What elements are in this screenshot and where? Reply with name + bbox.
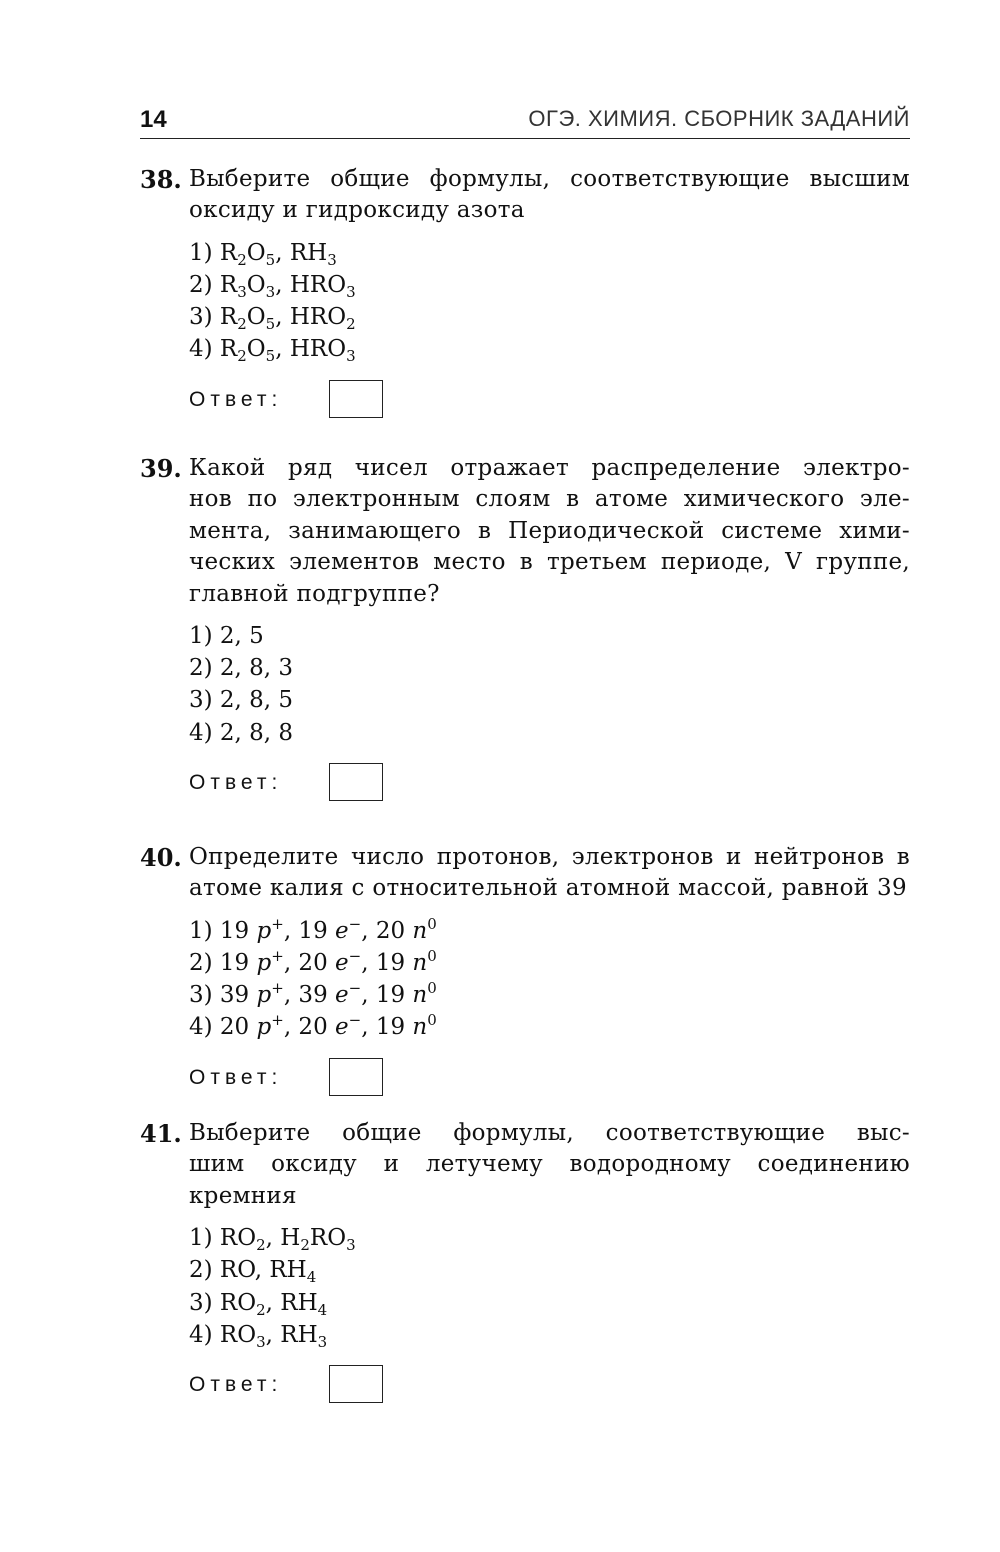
stem-line: оксиду и гидроксиду азота [189, 197, 525, 224]
answer-box[interactable] [329, 380, 383, 418]
task-number: 38. [140, 165, 182, 194]
subscript: 2 [237, 347, 247, 366]
answer-options [189, 915, 910, 1044]
answer-box[interactable] [329, 1365, 383, 1403]
answer-label: Ответ: [189, 1372, 283, 1396]
answer-option [189, 237, 910, 269]
task-stem [189, 164, 910, 227]
stem-line: Определите число протонов, электронов и нейтронов в [189, 844, 910, 870]
task-38 [140, 164, 910, 422]
answer-box[interactable] [329, 763, 383, 801]
stem-line: Выберите общие формулы, соответствующие выс- [189, 1120, 910, 1146]
italic-symbol: n [412, 1014, 428, 1041]
option-text: , RH [275, 239, 328, 266]
subscript: 5 [265, 250, 276, 269]
answer-options [189, 620, 910, 749]
stem-line: главной подгруппе? [189, 580, 440, 607]
option-text: O [246, 336, 266, 363]
italic-symbol: n [412, 950, 428, 976]
answer-label: Ответ: [189, 1065, 283, 1089]
answer-option [189, 684, 910, 716]
task-39 [140, 453, 910, 805]
italic-symbol: e [335, 950, 349, 976]
running-title: ОГЭ. ХИМИЯ. СБОРНИК ЗАДАНИЙ [528, 106, 910, 131]
option-text: 1) 2, 5 [189, 623, 264, 650]
option-text: 2) R [189, 272, 238, 298]
answer-option [189, 620, 910, 652]
answer-option [189, 269, 910, 301]
stem-line: атоме калия с относительной атомной массой, равной 39 [189, 875, 907, 902]
answer-row [189, 1058, 910, 1100]
option-text: , RH [265, 1321, 318, 1348]
option-text: , 39 [283, 982, 336, 1009]
superscript: − [348, 1011, 362, 1030]
stem-line: шим оксиду и летучему водородному соединению [189, 1151, 910, 1178]
subscript: 3 [346, 347, 356, 366]
option-text: , H [265, 1225, 301, 1252]
answer-option [189, 915, 910, 947]
subscript: 5 [265, 315, 276, 334]
answer-option [189, 1287, 910, 1319]
superscript: − [348, 979, 362, 998]
answer-option [189, 717, 910, 749]
option-text: O [246, 272, 266, 298]
italic-symbol: p [256, 1014, 272, 1041]
subscript: 5 [265, 347, 276, 366]
stem-line: нов по электронным слоям в атоме химического эле- [189, 486, 910, 513]
italic-symbol: e [335, 982, 349, 1009]
option-text: , RH [265, 1289, 318, 1316]
superscript: − [348, 947, 362, 965]
answer-option [189, 1319, 910, 1351]
answer-option [189, 1254, 910, 1286]
answer-option [189, 979, 910, 1011]
answer-label: Ответ: [189, 770, 283, 794]
superscript: + [271, 1011, 284, 1030]
italic-symbol: p [256, 917, 272, 944]
option-text: , 19 [283, 917, 336, 944]
option-text: , 19 [361, 1014, 413, 1041]
stem-line: Какой ряд чисел отражает распределение электро- [189, 455, 910, 481]
option-text: O [246, 239, 266, 266]
option-text: 4) RO [189, 1321, 257, 1348]
answer-label: Ответ: [189, 387, 283, 411]
option-text: 4) 20 [189, 1014, 257, 1041]
option-text: O [246, 304, 266, 331]
task-40 [140, 842, 910, 1100]
option-text: , HRO [275, 336, 347, 363]
superscript: − [348, 914, 362, 933]
subscript: 3 [346, 283, 356, 301]
answer-option [189, 947, 910, 979]
subscript: 4 [317, 1300, 328, 1319]
italic-symbol: n [412, 917, 428, 944]
subscript: 2 [300, 1236, 310, 1255]
subscript: 3 [237, 283, 247, 301]
option-text: , 20 [361, 917, 413, 944]
subscript: 2 [237, 250, 247, 269]
answer-option [189, 1222, 910, 1254]
option-text: 2) RO, RH [189, 1257, 307, 1284]
option-text: 4) R [189, 336, 238, 363]
option-text: 2) 2, 8, 3 [189, 655, 294, 682]
subscript: 3 [327, 250, 337, 269]
page-number: 14 [140, 106, 167, 133]
page-header [140, 98, 910, 138]
answer-option [189, 333, 910, 365]
option-text: 1) 19 [189, 917, 257, 944]
subscript: 3 [346, 1236, 356, 1255]
stem-line: мента, занимающего в Периодической системе хими- [189, 517, 910, 544]
task-stem [189, 842, 910, 905]
subscript: 4 [306, 1268, 317, 1287]
stem-line: Выберите общие формулы, соответствующие высшим [189, 166, 910, 192]
answer-row [189, 1365, 910, 1407]
italic-symbol: e [335, 1014, 349, 1041]
option-text: RO [309, 1225, 347, 1252]
option-text: , 19 [361, 982, 413, 1009]
superscript: 0 [427, 1011, 437, 1030]
superscript: + [271, 979, 284, 998]
option-text: , HRO [275, 304, 347, 331]
option-text: 3) 39 [189, 982, 257, 1009]
task-number: 40. [140, 843, 182, 872]
superscript: 0 [427, 979, 437, 998]
subscript: 3 [256, 1332, 266, 1351]
answer-option [189, 301, 910, 333]
header-rule [140, 138, 910, 139]
option-text: 3) 2, 8, 5 [189, 687, 294, 714]
subscript: 3 [317, 1332, 328, 1351]
option-text: 2) 19 [189, 950, 257, 976]
task-number: 39. [140, 454, 182, 483]
italic-symbol: e [335, 917, 349, 944]
answer-option [189, 1011, 910, 1043]
option-text: , 19 [361, 950, 413, 976]
italic-symbol: p [256, 982, 272, 1009]
answer-option [189, 652, 910, 684]
task-stem [189, 453, 910, 610]
option-text: 1) R [189, 239, 238, 266]
answer-row [189, 763, 910, 805]
answer-options [189, 1222, 910, 1351]
subscript: 2 [256, 1300, 266, 1319]
superscript: + [271, 914, 284, 933]
option-text: 3) R [189, 304, 238, 331]
option-text: , 20 [283, 1014, 336, 1041]
answer-row [189, 380, 910, 422]
task-number: 41. [140, 1119, 182, 1148]
option-text: 3) RO [189, 1289, 257, 1316]
task-41 [140, 1118, 910, 1407]
stem-line: кремния [189, 1182, 297, 1209]
subscript: 2 [237, 315, 247, 334]
answer-box[interactable] [329, 1058, 383, 1096]
option-text: , 20 [283, 950, 336, 976]
option-text: 4) 2, 8, 8 [189, 719, 294, 746]
option-text: 1) RO [189, 1225, 257, 1252]
italic-symbol: p [256, 950, 272, 976]
task-stem [189, 1118, 910, 1212]
answer-options [189, 237, 910, 366]
subscript: 2 [346, 315, 356, 334]
superscript: 0 [427, 947, 437, 965]
superscript: + [271, 947, 284, 965]
stem-line: ческих элементов место в третьем периоде, V группе, [189, 549, 910, 576]
option-text: , HRO [275, 272, 347, 298]
italic-symbol: n [412, 982, 428, 1009]
subscript: 3 [265, 283, 276, 301]
superscript: 0 [427, 914, 437, 933]
subscript: 2 [256, 1236, 266, 1255]
